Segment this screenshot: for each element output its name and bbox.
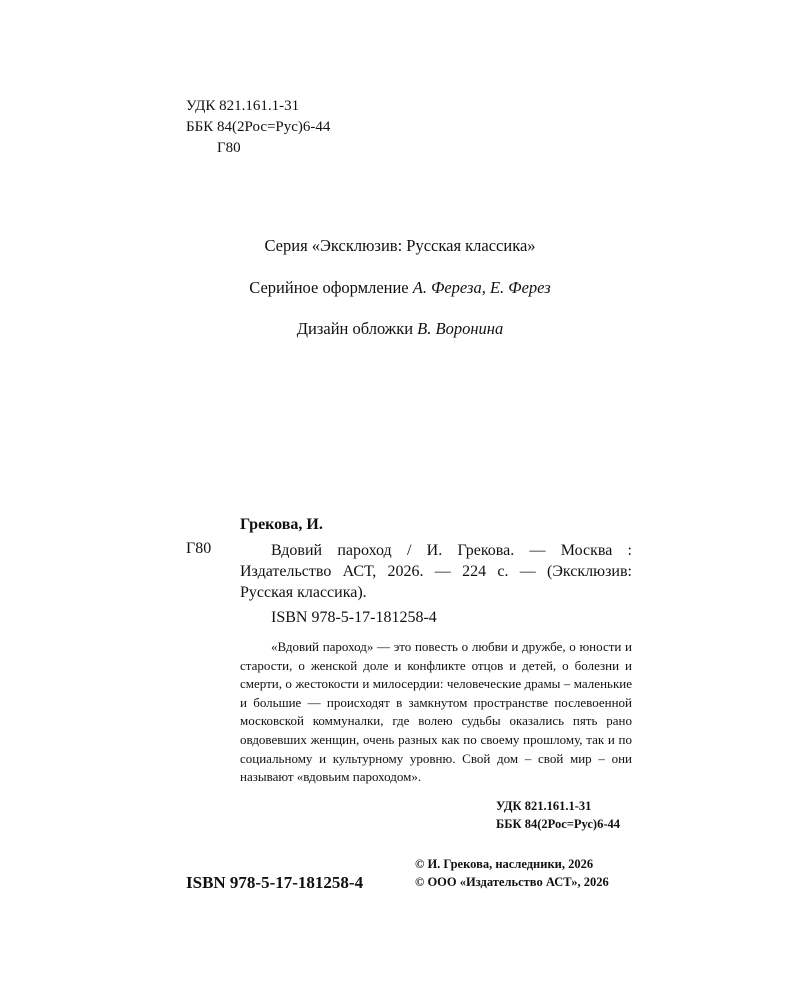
record-author-mark: Г80 — [186, 540, 212, 557]
record-udk: УДК 821.161.1-31 — [496, 799, 592, 813]
cover-design-label: Дизайн обложки — [296, 319, 414, 338]
record-isbn: ISBN 978-5-17-181258-4 — [271, 609, 437, 626]
cover-design-names: В. Воронина — [417, 319, 504, 338]
series-line: Серия «Эксклюзив: Русская классика» — [264, 236, 536, 255]
series-design-line — [0, 278, 800, 298]
author-heading: Грекова, И. — [240, 516, 323, 533]
copyright-publisher: © ООО «Издательство АСТ», 2026 — [415, 875, 609, 889]
author-mark: Г80 — [217, 140, 241, 156]
cover-design-line — [0, 319, 800, 339]
copyright-author: © И. Грекова, наследники, 2026 — [415, 857, 594, 871]
bbk-code: ББК 84(2Рос=Рус)6-44 — [186, 119, 331, 135]
udk-code: УДК 821.161.1-31 — [186, 98, 300, 114]
isbn-footer: ISBN 978-5-17-181258-4 — [186, 873, 364, 892]
series-design-names: А. Фереза, Е. Ферез — [412, 278, 551, 297]
series-design-label: Серийное оформление — [249, 278, 409, 297]
annotation: «Вдовий пароход» — это повесть о любви и дружбе, о юности и старости, о женской доле и конфликте отцов и детей, о болезни и смерти, о жестокости и милосердии: человеческие драмы – маленькие и большие — происходят в замкнутом пространстве послевоенной московской коммуналки, где волею судьбы оказались пять рано овдовевших женщин, очень разных как по своему прошлому, так и по социальному и культурному уровню. Свой дом – свой мир – они называют «вдовьим пароходом». — [240, 639, 632, 785]
bibliographic-description: Вдовий пароход / И. Грекова. — Москва : Издательство АСТ, 2026. — 224 с. — (Эксклюзив: Русская классика). — [240, 542, 632, 601]
copyright-block — [415, 855, 609, 891]
record-bbk: ББК 84(2Рос=Рус)6-44 — [496, 817, 620, 831]
classification-codes-bottom — [496, 797, 620, 833]
classification-codes-top — [186, 96, 330, 159]
